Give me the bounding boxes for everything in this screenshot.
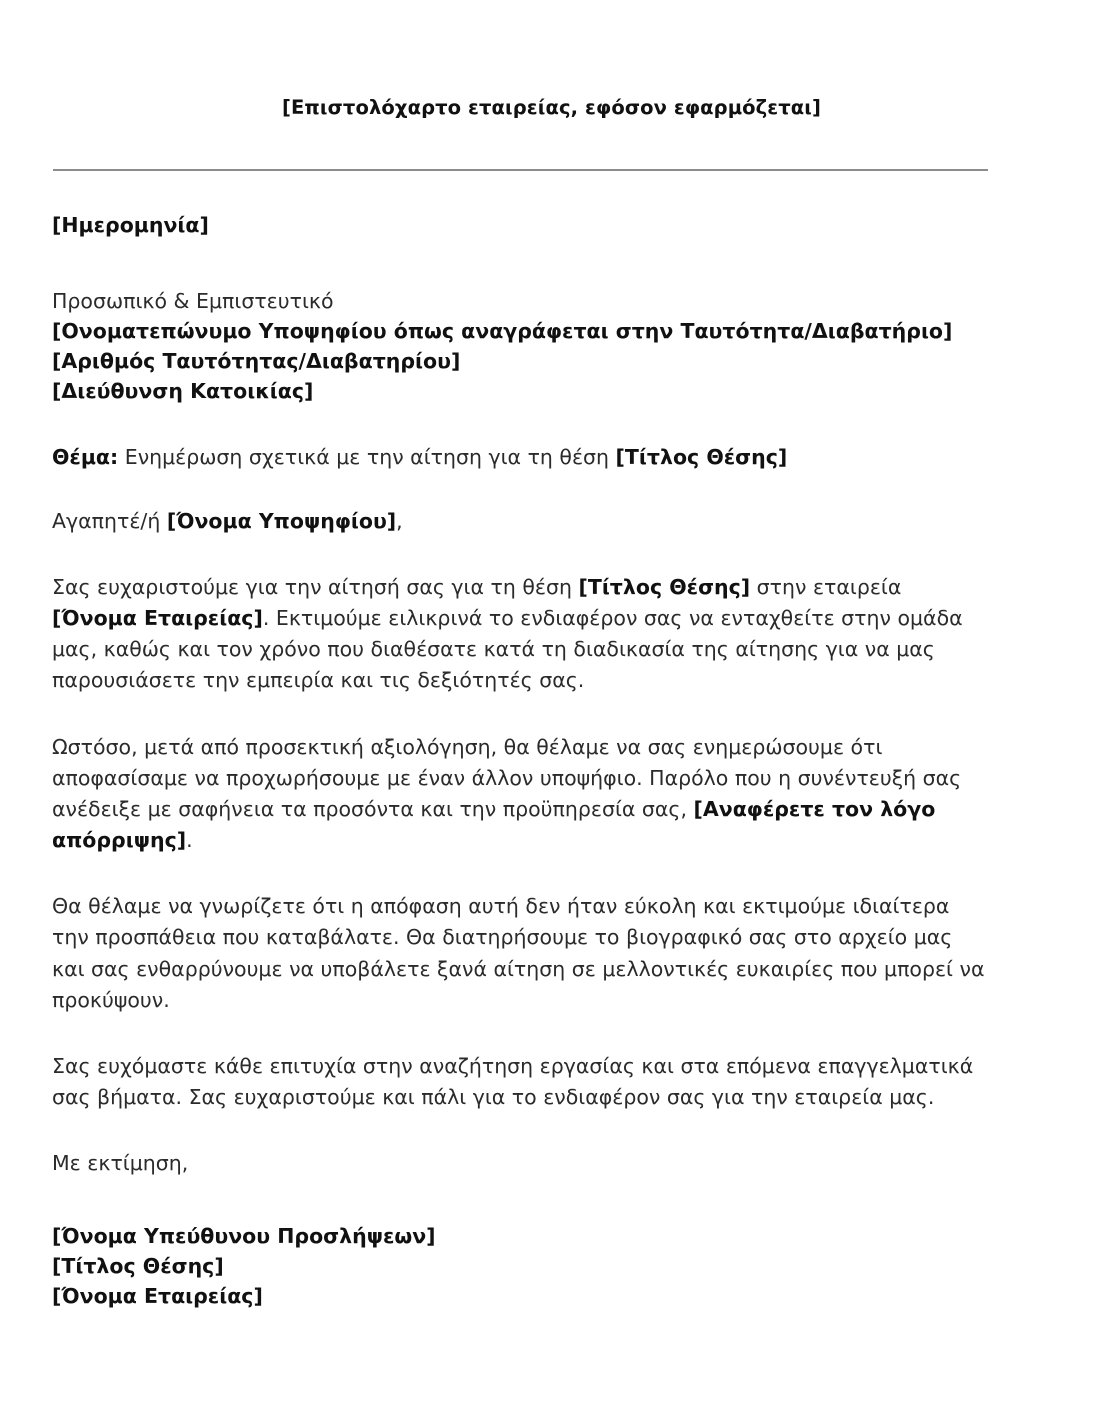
- recipient-block: [52, 286, 990, 407]
- subject-text: Ενημέρωση σχετικά με την αίτηση για τη θέση: [118, 444, 616, 469]
- signature-block: [52, 1221, 990, 1311]
- paragraph-decision: [52, 732, 990, 857]
- signature-recruiter-name-placeholder: [Όνομα Υπεύθυνου Προσλήψεων]: [52, 1223, 436, 1248]
- recipient-id-placeholder: [Αριθμός Ταυτότητας/Διαβατηρίου]: [52, 349, 461, 374]
- paragraph-wishes: Σας ευχόμαστε κάθε επιτυχία στην αναζήτηση εργασίας και στα επόμενα επαγγελματικά σας βήματα. Σας ευχαριστούμε και πάλι για το ενδιαφέρον σας για την εταιρεία μας.: [52, 1053, 974, 1110]
- p1-text-a: Σας ευχαριστούμε για την αίτησή σας για τη θέση: [52, 575, 579, 599]
- salutation-greeting: Αγαπητέ/ή: [52, 509, 167, 534]
- salutation-line: [52, 507, 990, 537]
- p1-company-placeholder: [Όνομα Εταιρείας]: [52, 606, 263, 631]
- p1-text-b: στην εταιρεία: [750, 575, 902, 599]
- salutation-comma: ,: [396, 509, 403, 534]
- letterhead-placeholder: [Επιστολόχαρτο εταιρείας, εφόσον εφαρμόζεται]: [281, 96, 822, 119]
- paragraph-encouragement: Θα θέλαμε να γνωρίζετε ότι η απόφαση αυτή δεν ήταν εύκολη και εκτιμούμε ιδιαίτερα την προσπάθεια που καταβάλατε. Θα διατηρήσουμε το βιογραφικό σας στο αρχείο μας και σας ενθαρρύνουμε να υποβάλετε ξανά αίτηση σε μελλοντικές ευκαιρίες που μπορεί να προκύψουν.: [52, 894, 985, 1012]
- confidentiality-label: Προσωπικό & Εμπιστευτικό: [52, 289, 334, 314]
- p1-job-title-placeholder: [Τίτλος Θέσης]: [578, 575, 751, 599]
- signature-company-placeholder: [Όνομα Εταιρείας]: [52, 1284, 263, 1309]
- p2-text-b: .: [186, 828, 193, 853]
- p2-text-a: Ωστόσο, μετά από προσεκτική αξιολόγηση, θα θέλαμε να σας ενημερώσουμε ότι αποφασίσαμε να προχωρήσουμε με έναν άλλον υποψήφιο. Παρόλο που η συνέντευξή σας ανέδειξε με σαφήνεια τα προσόντα και την προϋπηρεσία σας,: [52, 734, 962, 821]
- p2-reason-placeholder: [Αναφέρετε τον λόγο απόρριψης]: [52, 796, 936, 853]
- subject-label: Θέμα:: [52, 444, 119, 469]
- date-placeholder: [Ημερομηνία]: [52, 213, 209, 238]
- subject-job-title-placeholder: [Τίτλος Θέσης]: [615, 444, 788, 469]
- subject-line: [52, 443, 990, 473]
- recipient-address-placeholder: [Διεύθυνση Κατοικίας]: [52, 379, 314, 404]
- header-divider-wrap: [0, 169, 1103, 171]
- recipient-name-placeholder: [Ονοματεπώνυμο Υποψηφίου όπως αναγράφεται στην Ταυτότητα/Διαβατήριο]: [52, 319, 953, 344]
- letter-body: [0, 212, 1103, 1311]
- signature-job-title-placeholder: [Τίτλος Θέσης]: [52, 1254, 224, 1279]
- p1-text-c: . Εκτιμούμε ειλικρινά το ενδιαφέρον σας να ενταχθείτε στην ομάδα μας, καθώς και τον χρόνο που διαθέσατε κατά τη διαδικασία της αίτησης για να μας παρουσιάσετε την εμπειρία και τις δεξιότητές σας.: [52, 606, 963, 693]
- header-divider: [53, 169, 988, 171]
- closing-line: Με εκτίμηση,: [52, 1151, 189, 1176]
- salutation-name-placeholder: [Όνομα Υποψηφίου]: [166, 509, 397, 534]
- paragraph-thanks: [52, 572, 990, 697]
